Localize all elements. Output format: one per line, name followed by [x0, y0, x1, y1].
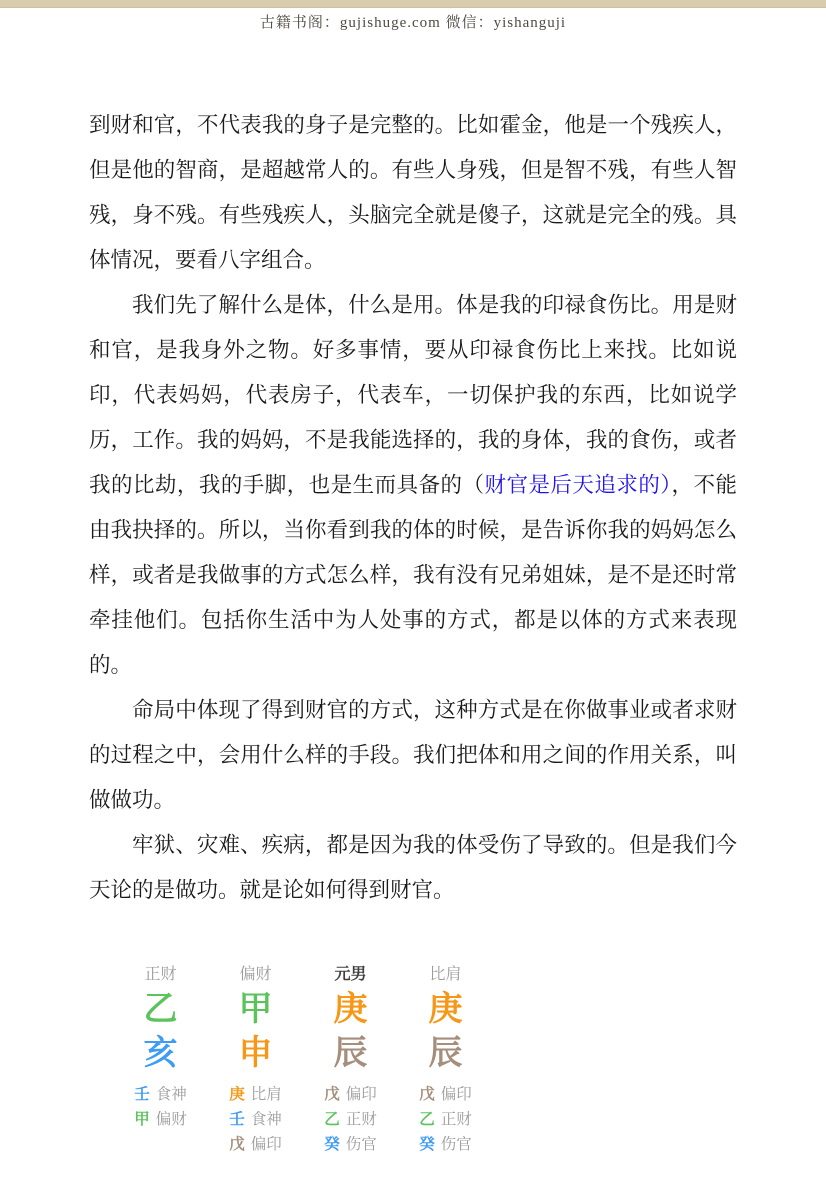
body-text: 牢狱、灾难、疾病，都是因为我的体受伤了导致的。但是我们今天论的是做功。就是论如何得到财官。: [89, 833, 737, 902]
hidden-stem-row: [419, 1132, 472, 1157]
hidden-stem-row: [229, 1082, 282, 1107]
hidden-stem-char: 乙: [419, 1111, 435, 1128]
day-master-label: 元男: [334, 966, 367, 983]
heavenly-stem: 庚: [428, 990, 463, 1028]
ten-god-label: 偏财: [239, 966, 272, 983]
hidden-stem-char: 戊: [229, 1136, 245, 1153]
hidden-stem-char: 壬: [134, 1086, 150, 1103]
site-watermark-header: 古籍书阁：gujishuge.com 微信：yishanguji: [259, 15, 567, 31]
earthly-branch: 申: [238, 1034, 273, 1072]
ten-god-label: 比肩: [429, 966, 462, 983]
heavenly-stem: 庚: [333, 990, 368, 1028]
hidden-stem-row: [324, 1132, 377, 1157]
hidden-stem-god-label: 偏印: [440, 1086, 472, 1103]
body-text: 命局中体现了得到财官的方式，这种方式是在你做事业或者求财的过程之中，会用什么样的手段。我们把体和用之间的作用关系，叫做做功。: [89, 698, 737, 812]
hidden-stem-god-label: 伤官: [345, 1136, 377, 1153]
hidden-stem-char: 庚: [229, 1086, 245, 1103]
hidden-stem-row: [229, 1107, 282, 1132]
earthly-branch: 亥: [143, 1034, 178, 1072]
paragraph: [89, 103, 737, 283]
top-accent-bar: [0, 0, 826, 8]
hidden-stem-row: [324, 1107, 377, 1132]
hidden-stem-char: 癸: [419, 1136, 435, 1153]
paragraph: [89, 823, 737, 913]
body-text: ，不能由我抉择的。所以，当你看到我的体的时候，是告诉你我的妈妈怎么样，或者是我做事的方式怎么样，我有没有兄弟姐妹，是不是还时常牵挂他们。包括你生活中为人处事的方式，都是以体的方式来表现的。: [89, 473, 737, 677]
hidden-stem-god-label: 正财: [345, 1111, 377, 1128]
hidden-stem-god-label: 食神: [155, 1086, 187, 1103]
hidden-stems-list: [324, 1082, 377, 1157]
hidden-stems-list: [419, 1082, 472, 1157]
hidden-stem-god-label: 偏印: [345, 1086, 377, 1103]
hidden-stem-char: 戊: [324, 1086, 340, 1103]
heavenly-stem: 乙: [143, 990, 178, 1028]
hidden-stem-god-label: 食神: [250, 1111, 282, 1128]
paragraph: [89, 688, 737, 823]
hidden-stem-god-label: 偏印: [250, 1136, 282, 1153]
bazi-pillar: [113, 963, 208, 1157]
article-body: [89, 103, 737, 913]
hidden-stem-char: 戊: [419, 1086, 435, 1103]
body-text: 我们先了解什么是体，什么是用。体是我的印禄食伤比。用是财和官，是我身外之物。好多事情，要从印禄食伤比上来找。比如说印，代表妈妈，代表房子，代表车，一切保护我的东西，比如说学历，工作。我的妈妈，不是我能选择的，我的身体，我的食伤，或者我的比劫，我的手脚，也是生而具备的（: [89, 293, 737, 497]
bazi-pillar: [303, 963, 398, 1157]
hidden-stems-list: [134, 1082, 187, 1132]
hidden-stem-row: [134, 1082, 187, 1107]
earthly-branch: 辰: [428, 1034, 463, 1072]
hidden-stem-god-label: 偏财: [155, 1111, 187, 1128]
bazi-pillar: [208, 963, 303, 1157]
highlighted-link-text[interactable]: 财官是后天追求的）: [484, 473, 672, 497]
bazi-pillar: [398, 963, 493, 1157]
hidden-stem-god-label: 正财: [440, 1111, 472, 1128]
ten-god-label: 正财: [144, 966, 177, 983]
hidden-stem-char: 甲: [134, 1111, 150, 1128]
hidden-stem-god-label: 比肩: [250, 1086, 282, 1103]
hidden-stems-list: [229, 1082, 282, 1157]
hidden-stem-char: 壬: [229, 1111, 245, 1128]
hidden-stem-row: [419, 1082, 472, 1107]
paragraph: [89, 283, 737, 688]
hidden-stem-god-label: 伤官: [440, 1136, 472, 1153]
hidden-stem-row: [229, 1132, 282, 1157]
body-text: 到财和官，不代表我的身子是完整的。比如霍金，他是一个残疾人，但是他的智商，是超越常人的。有些人身残，但是智不残，有些人智残，身不残。有些残疾人，头脑完全就是傻子，这就是完全的残。具体情况，要看八字组合。: [89, 113, 737, 272]
hidden-stem-char: 癸: [324, 1136, 340, 1153]
hidden-stem-row: [419, 1107, 472, 1132]
bazi-pillars-row: [113, 963, 737, 1157]
hidden-stem-char: 乙: [324, 1111, 340, 1128]
heavenly-stem: 甲: [238, 990, 273, 1028]
hidden-stem-row: [324, 1082, 377, 1107]
bazi-chart: [89, 963, 737, 1157]
hidden-stem-row: [134, 1107, 187, 1132]
earthly-branch: 辰: [333, 1034, 368, 1072]
